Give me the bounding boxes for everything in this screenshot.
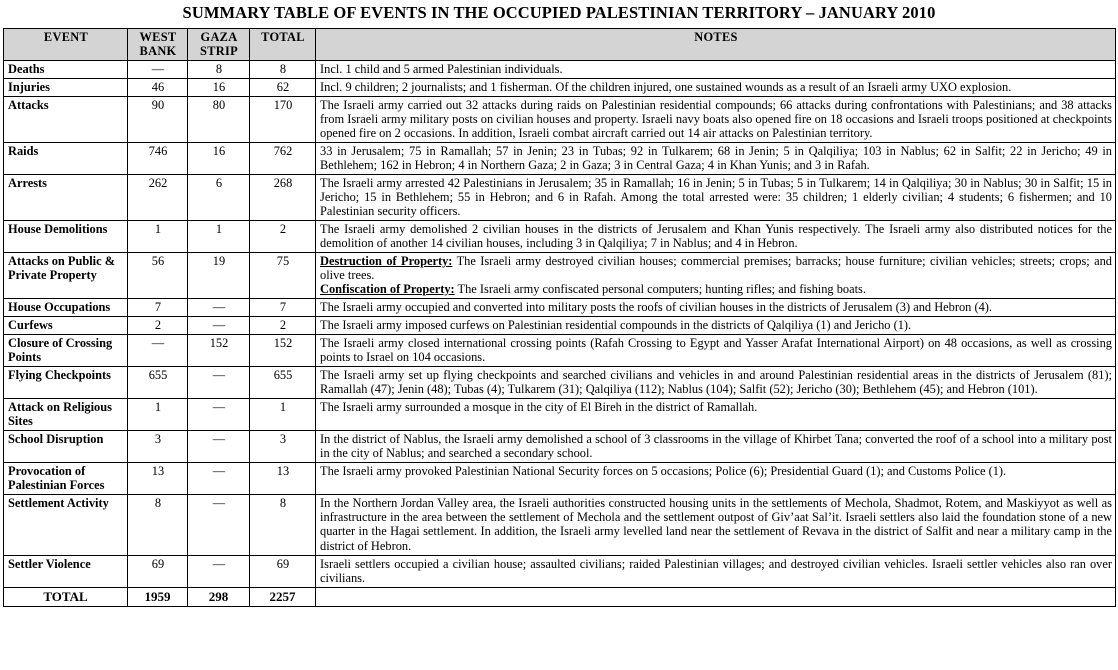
cell-total-notes bbox=[316, 587, 1116, 607]
cell-total: 75 bbox=[250, 253, 316, 299]
cell-notes: The Israeli army imposed curfews on Palestinian residential compounds in the districts of Qalqiliya (1) and Jericho (1). bbox=[316, 317, 1116, 335]
column-header-event: EVENT bbox=[4, 29, 128, 61]
cell-event: Flying Checkpoints bbox=[4, 367, 128, 399]
cell-total: 152 bbox=[250, 335, 316, 367]
table-row bbox=[4, 495, 1116, 555]
cell-gaza-strip: — bbox=[188, 431, 250, 463]
cell-west-bank: 69 bbox=[128, 555, 188, 587]
table-body bbox=[4, 61, 1116, 607]
column-header-west-bank: WEST BANK bbox=[128, 29, 188, 61]
table-row bbox=[4, 143, 1116, 175]
table-total-row bbox=[4, 587, 1116, 607]
cell-west-bank: 3 bbox=[128, 431, 188, 463]
cell-notes: The Israeli army provoked Palestinian National Security forces on 5 occasions; Police (6); Presidential Guard (1); and Customs Police (1). bbox=[316, 463, 1116, 495]
cell-total-label: TOTAL bbox=[4, 587, 128, 607]
notes-segment-text: The Israeli army destroyed civilian houses; commercial premises; barracks; house furniture; civilian vehicles; streets; crops; and olive trees. bbox=[320, 254, 1112, 283]
cell-total-gaza-strip: 298 bbox=[188, 587, 250, 607]
cell-west-bank: 46 bbox=[128, 79, 188, 97]
cell-west-bank: 655 bbox=[128, 367, 188, 399]
cell-event: Arrests bbox=[4, 175, 128, 221]
notes-segment-text: The Israeli army confiscated personal computers; hunting rifles; and fishing boats. bbox=[454, 282, 866, 297]
cell-gaza-strip: — bbox=[188, 463, 250, 495]
cell-notes: Incl. 1 child and 5 armed Palestinian individuals. bbox=[316, 61, 1116, 79]
cell-total: 1 bbox=[250, 399, 316, 431]
cell-notes: The Israeli army demolished 2 civilian houses in the districts of Jerusalem and Khan Yunis respectively. The Israeli army also distributed notices for the demolition of another 14 civilian houses, including 3 in Qalqiliya; 7 in Nablus; and 4 in Hebron. bbox=[316, 221, 1116, 253]
column-header-notes: NOTES bbox=[316, 29, 1116, 61]
column-header-gaza-strip: GAZA STRIP bbox=[188, 29, 250, 61]
cell-notes: The Israeli army set up flying checkpoints and searched civilians and vehicles in and around Palestinian residential areas in the districts of Jerusalem (81); Ramallah (47); Jenin (48); Tubas (4); Tulkarem (31); Qalqiliya (112); Nablus (104); Salfit (52); Jericho (30); Bethlehem (45); and Hebron (101). bbox=[316, 367, 1116, 399]
cell-notes: Incl. 9 children; 2 journalists; and 1 fisherman. Of the children injured, one sustained wounds as a result of an Israeli army UXO explosion. bbox=[316, 79, 1116, 97]
cell-event: Attack on Religious Sites bbox=[4, 399, 128, 431]
cell-total: 8 bbox=[250, 61, 316, 79]
cell-gaza-strip: — bbox=[188, 495, 250, 555]
cell-total: 2 bbox=[250, 221, 316, 253]
cell-total: 69 bbox=[250, 555, 316, 587]
cell-gaza-strip: — bbox=[188, 399, 250, 431]
cell-west-bank: — bbox=[128, 335, 188, 367]
cell-west-bank: — bbox=[128, 61, 188, 79]
cell-event: Provocation of Palestinian Forces bbox=[4, 463, 128, 495]
cell-gaza-strip: 16 bbox=[188, 143, 250, 175]
table-row bbox=[4, 431, 1116, 463]
cell-total-west-bank: 1959 bbox=[128, 587, 188, 607]
cell-event: Attacks bbox=[4, 97, 128, 143]
cell-notes: In the Northern Jordan Valley area, the Israeli authorities constructed housing units in the settlements of Mechola, Shadmot, Rotem, and Maskiyyot as well as infrastructure in the area between the settlement of Mechola and the settlement outpost of Giv’aat Sal’it. Israeli settlers also laid the foundation stone of a new quarter in the Hagai settlement. In addition, the Israeli army levelled land near the settlement of Revava in the district of Salfit and near a military camp in the district of Hebron. bbox=[316, 495, 1116, 555]
cell-event: House Demolitions bbox=[4, 221, 128, 253]
cell-west-bank: 1 bbox=[128, 399, 188, 431]
page-title: SUMMARY TABLE OF EVENTS IN THE OCCUPIED PALESTINIAN TERRITORY – JANUARY 2010 bbox=[182, 3, 936, 22]
table-row bbox=[4, 463, 1116, 495]
table-row bbox=[4, 335, 1116, 367]
cell-event: Deaths bbox=[4, 61, 128, 79]
cell-west-bank: 8 bbox=[128, 495, 188, 555]
table-row bbox=[4, 299, 1116, 317]
cell-event: Curfews bbox=[4, 317, 128, 335]
cell-event: Attacks on Public & Private Property bbox=[4, 253, 128, 299]
cell-west-bank: 90 bbox=[128, 97, 188, 143]
notes-segment bbox=[320, 282, 1112, 296]
events-table bbox=[3, 28, 1116, 607]
cell-gaza-strip: 80 bbox=[188, 97, 250, 143]
table-row bbox=[4, 399, 1116, 431]
cell-gaza-strip: 16 bbox=[188, 79, 250, 97]
notes-segment-label: Confiscation of Property: bbox=[320, 282, 455, 297]
cell-notes: The Israeli army arrested 42 Palestinians in Jerusalem; 35 in Ramallah; 16 in Jenin; 5 in Tubas; 5 in Tulkarem; 14 in Qalqiliya; 30 in Nablus; 30 in Salfit; 15 in Jericho; 15 in Bethlehem; 55 in Hebron; and 6 in Rafah. Among the total arrested were: 35 children; 1 elderly civilian; 4 students; 6 fishermen; and 10 Palestinian security officers. bbox=[316, 175, 1116, 221]
cell-event: Injuries bbox=[4, 79, 128, 97]
table-row bbox=[4, 79, 1116, 97]
cell-west-bank: 56 bbox=[128, 253, 188, 299]
cell-gaza-strip: 6 bbox=[188, 175, 250, 221]
cell-west-bank: 13 bbox=[128, 463, 188, 495]
cell-notes: The Israeli army occupied and converted into military posts the roofs of civilian houses in the districts of Jerusalem (3) and Hebron (4). bbox=[316, 299, 1116, 317]
cell-total: 655 bbox=[250, 367, 316, 399]
column-header-total: TOTAL bbox=[250, 29, 316, 61]
cell-event: Settlement Activity bbox=[4, 495, 128, 555]
cell-gaza-strip: 1 bbox=[188, 221, 250, 253]
table-header-row bbox=[4, 29, 1116, 61]
cell-notes: The Israeli army surrounded a mosque in the city of El Bireh in the district of Ramallah. bbox=[316, 399, 1116, 431]
table-row bbox=[4, 555, 1116, 587]
cell-west-bank: 2 bbox=[128, 317, 188, 335]
cell-total-total: 2257 bbox=[250, 587, 316, 607]
cell-west-bank: 1 bbox=[128, 221, 188, 253]
cell-event: Raids bbox=[4, 143, 128, 175]
notes-segment bbox=[320, 254, 1112, 282]
cell-total: 2 bbox=[250, 317, 316, 335]
table-row bbox=[4, 97, 1116, 143]
table-row bbox=[4, 175, 1116, 221]
cell-total: 7 bbox=[250, 299, 316, 317]
cell-west-bank: 7 bbox=[128, 299, 188, 317]
cell-notes bbox=[316, 253, 1116, 299]
cell-total: 762 bbox=[250, 143, 316, 175]
table-row bbox=[4, 367, 1116, 399]
cell-total: 62 bbox=[250, 79, 316, 97]
cell-gaza-strip: — bbox=[188, 299, 250, 317]
cell-gaza-strip: — bbox=[188, 367, 250, 399]
cell-west-bank: 262 bbox=[128, 175, 188, 221]
cell-gaza-strip: — bbox=[188, 555, 250, 587]
cell-west-bank: 746 bbox=[128, 143, 188, 175]
cell-gaza-strip: 152 bbox=[188, 335, 250, 367]
cell-gaza-strip: 19 bbox=[188, 253, 250, 299]
cell-total: 13 bbox=[250, 463, 316, 495]
cell-gaza-strip: 8 bbox=[188, 61, 250, 79]
table-header bbox=[4, 29, 1116, 61]
cell-event: Closure of Crossing Points bbox=[4, 335, 128, 367]
cell-notes: The Israeli army carried out 32 attacks during raids on Palestinian residential compounds; 66 attacks during confrontations with Palestinians; and 38 attacks from Israeli army military posts on civilian houses and property. Israeli navy boats also opened fire on 18 occasions and Israeli troops positioned at checkpoints opened fire on 2 occasions. In addition, Israeli combat aircraft carried out 14 air attacks on Palestinian territory. bbox=[316, 97, 1116, 143]
cell-total: 170 bbox=[250, 97, 316, 143]
cell-event: House Occupations bbox=[4, 299, 128, 317]
cell-gaza-strip: — bbox=[188, 317, 250, 335]
cell-notes: 33 in Jerusalem; 75 in Ramallah; 57 in Jenin; 23 in Tubas; 92 in Tulkarem; 68 in Jenin; 5 in Qalqiliya; 103 in Nablus; 62 in Salfit; 22 in Jericho; 49 in Bethlehem; 162 in Hebron; 4 in Northern Gaza; 2 in Gaza; 3 in Central Gaza; 4 in Khan Yunis; and 3 in Rafah. bbox=[316, 143, 1116, 175]
cell-notes: The Israeli army closed international crossing points (Rafah Crossing to Egypt and Yasser Arafat International Airport) on 48 occasions, as well as crossing points to Israel on 104 occasions. bbox=[316, 335, 1116, 367]
notes-segment-label: Destruction of Property: bbox=[320, 254, 453, 269]
table-row bbox=[4, 221, 1116, 253]
table-row bbox=[4, 61, 1116, 79]
cell-event: School Disruption bbox=[4, 431, 128, 463]
cell-total: 8 bbox=[250, 495, 316, 555]
table-row bbox=[4, 253, 1116, 299]
cell-event: Settler Violence bbox=[4, 555, 128, 587]
cell-notes: Israeli settlers occupied a civilian house; assaulted civilians; raided Palestinian villages; and destroyed civilian vehicles. Israeli settler vehicles also ran over civilians. bbox=[316, 555, 1116, 587]
table-row bbox=[4, 317, 1116, 335]
cell-notes: In the district of Nablus, the Israeli army demolished a school of 3 classrooms in the village of Khirbet Tana; converted the roof of a school into a military post in the city of Nablus; and searched a secondary school. bbox=[316, 431, 1116, 463]
cell-total: 268 bbox=[250, 175, 316, 221]
cell-total: 3 bbox=[250, 431, 316, 463]
